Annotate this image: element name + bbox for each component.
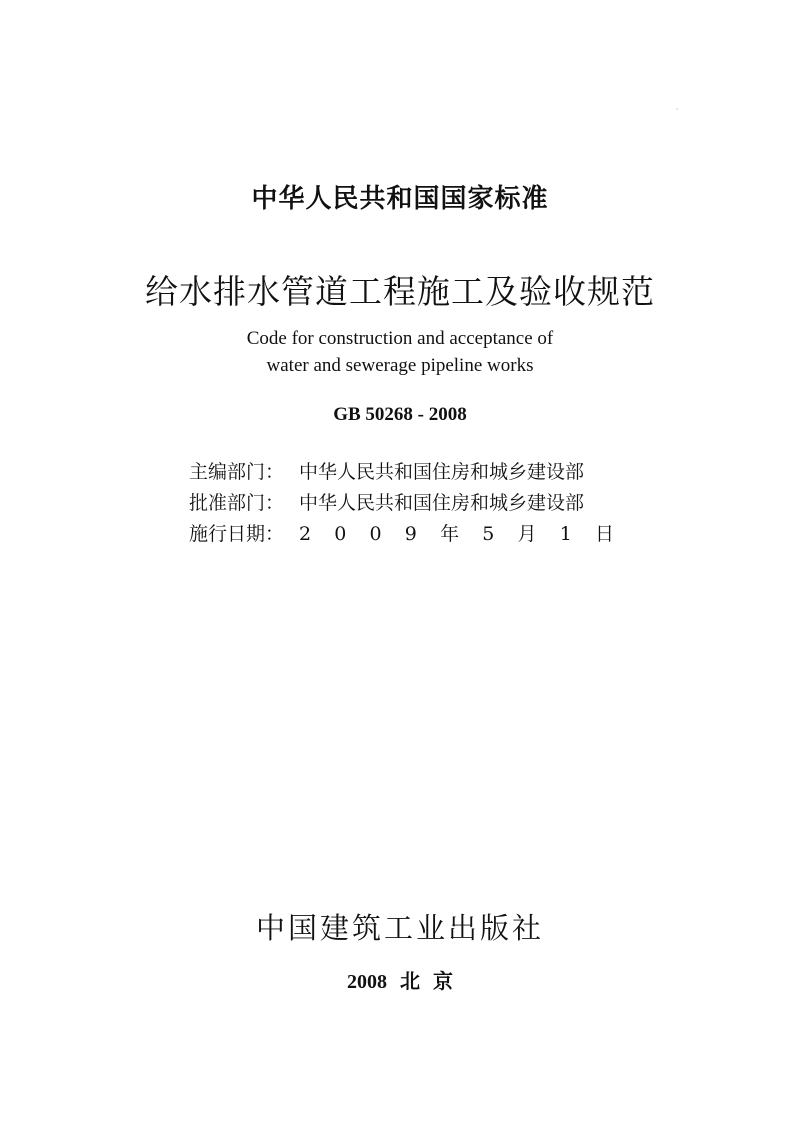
date-char: 年 — [440, 523, 460, 545]
editor-value: 中华人民共和国住房和城乡建设部 — [299, 461, 585, 483]
date-char: 日 — [594, 523, 614, 545]
publication-info — [189, 457, 619, 550]
effective-date-value — [299, 519, 614, 550]
scan-speck — [676, 108, 678, 110]
date-char: 月 — [517, 523, 537, 545]
approver-row — [189, 488, 619, 519]
publisher-name: 中国建筑工业出版社 — [255, 911, 544, 945]
editor-label: 主编部门： — [189, 461, 285, 483]
effective-date-row — [189, 519, 619, 550]
date-char: 5 — [482, 523, 495, 545]
date-label: 施行日期： — [189, 523, 285, 545]
editor-row — [189, 457, 619, 488]
title-english-line2: water and sewerage pipeline works — [266, 355, 534, 376]
date-char: 0 — [334, 523, 347, 545]
date-char: 9 — [404, 523, 417, 545]
title-english-line1: Code for construction and acceptance of — [246, 328, 554, 349]
approver-label: 批准部门： — [189, 492, 285, 514]
date-char: 2 — [299, 523, 312, 545]
imprint-year-city: 2008 北 京 — [347, 971, 453, 993]
date-char: 0 — [369, 523, 382, 545]
date-char: 1 — [559, 523, 572, 545]
approver-value: 中华人民共和国住房和城乡建设部 — [299, 492, 585, 514]
series-title: 中华人民共和国国家标准 — [251, 184, 549, 214]
standard-code: GB 50268 - 2008 — [333, 404, 467, 425]
main-title-chinese: 给水排水管道工程施工及验收规范 — [145, 272, 655, 311]
